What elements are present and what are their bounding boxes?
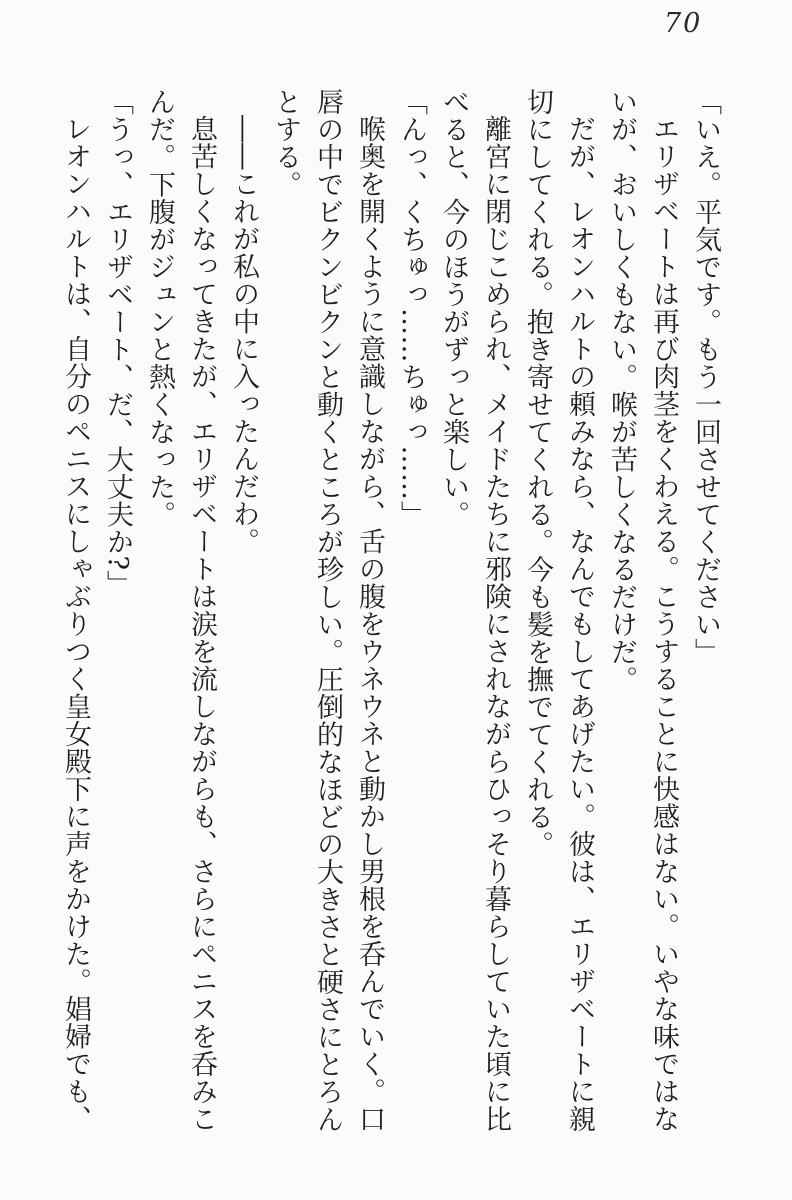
text-column: エリザベートは再び肉茎をくわえる。こうすることに快感はない。いやな味ではな [648, 115, 679, 1133]
text-column: 「うっ、エリザベート、だ、大丈夫か?」 [102, 88, 133, 598]
text-column: 切にしてくれる。抱き寄せてくれる。今も髪を撫でてくれる。 [522, 88, 553, 858]
text-block [54, 88, 726, 1134]
text-column: 唇の中でビクンビクンと動くところが珍しい。圧倒的なほどの大きさと硬さにとろん [312, 88, 343, 1133]
text-column: んだ。下腹がジュンと熱くなった。 [144, 88, 175, 528]
text-column: いが、おいしくもない。喉が苦しくなるだけだ。 [606, 88, 637, 693]
text-column: 喉奥を開くように意識しながら、舌の腹をウネウネと動かし男根を呑んでいく。口 [354, 115, 385, 1133]
page-number: 70 [664, 8, 703, 39]
text-column: レオンハルトは、自分のペニスにしゃぶりつく皇女殿下に声をかけた。娼婦でも、 [60, 115, 91, 1133]
text-column: ――これが私の中に入ったんだわ。 [228, 115, 259, 555]
text-column: べると、今のほうがずっと楽しい。 [438, 88, 469, 528]
text-column: とする。 [270, 88, 301, 198]
text-column: 「いえ。平気です。もう一回させてください」 [690, 88, 721, 666]
text-column: 息苦しくなってきたが、エリザベートは涙を流しながらも、さらにペニスを呑みこ [186, 115, 217, 1133]
text-column: 離宮に閉じこめられ、メイドたちに邪険にされながらひっそり暮らしていた頃に比 [480, 115, 511, 1133]
text-column: だが、レオンハルトの頼みなら、なんでもしてあげたい。彼は、エリザベートに親 [564, 115, 595, 1133]
text-column: 「んっ、くちゅっ……ちゅっ……」 [396, 88, 427, 528]
